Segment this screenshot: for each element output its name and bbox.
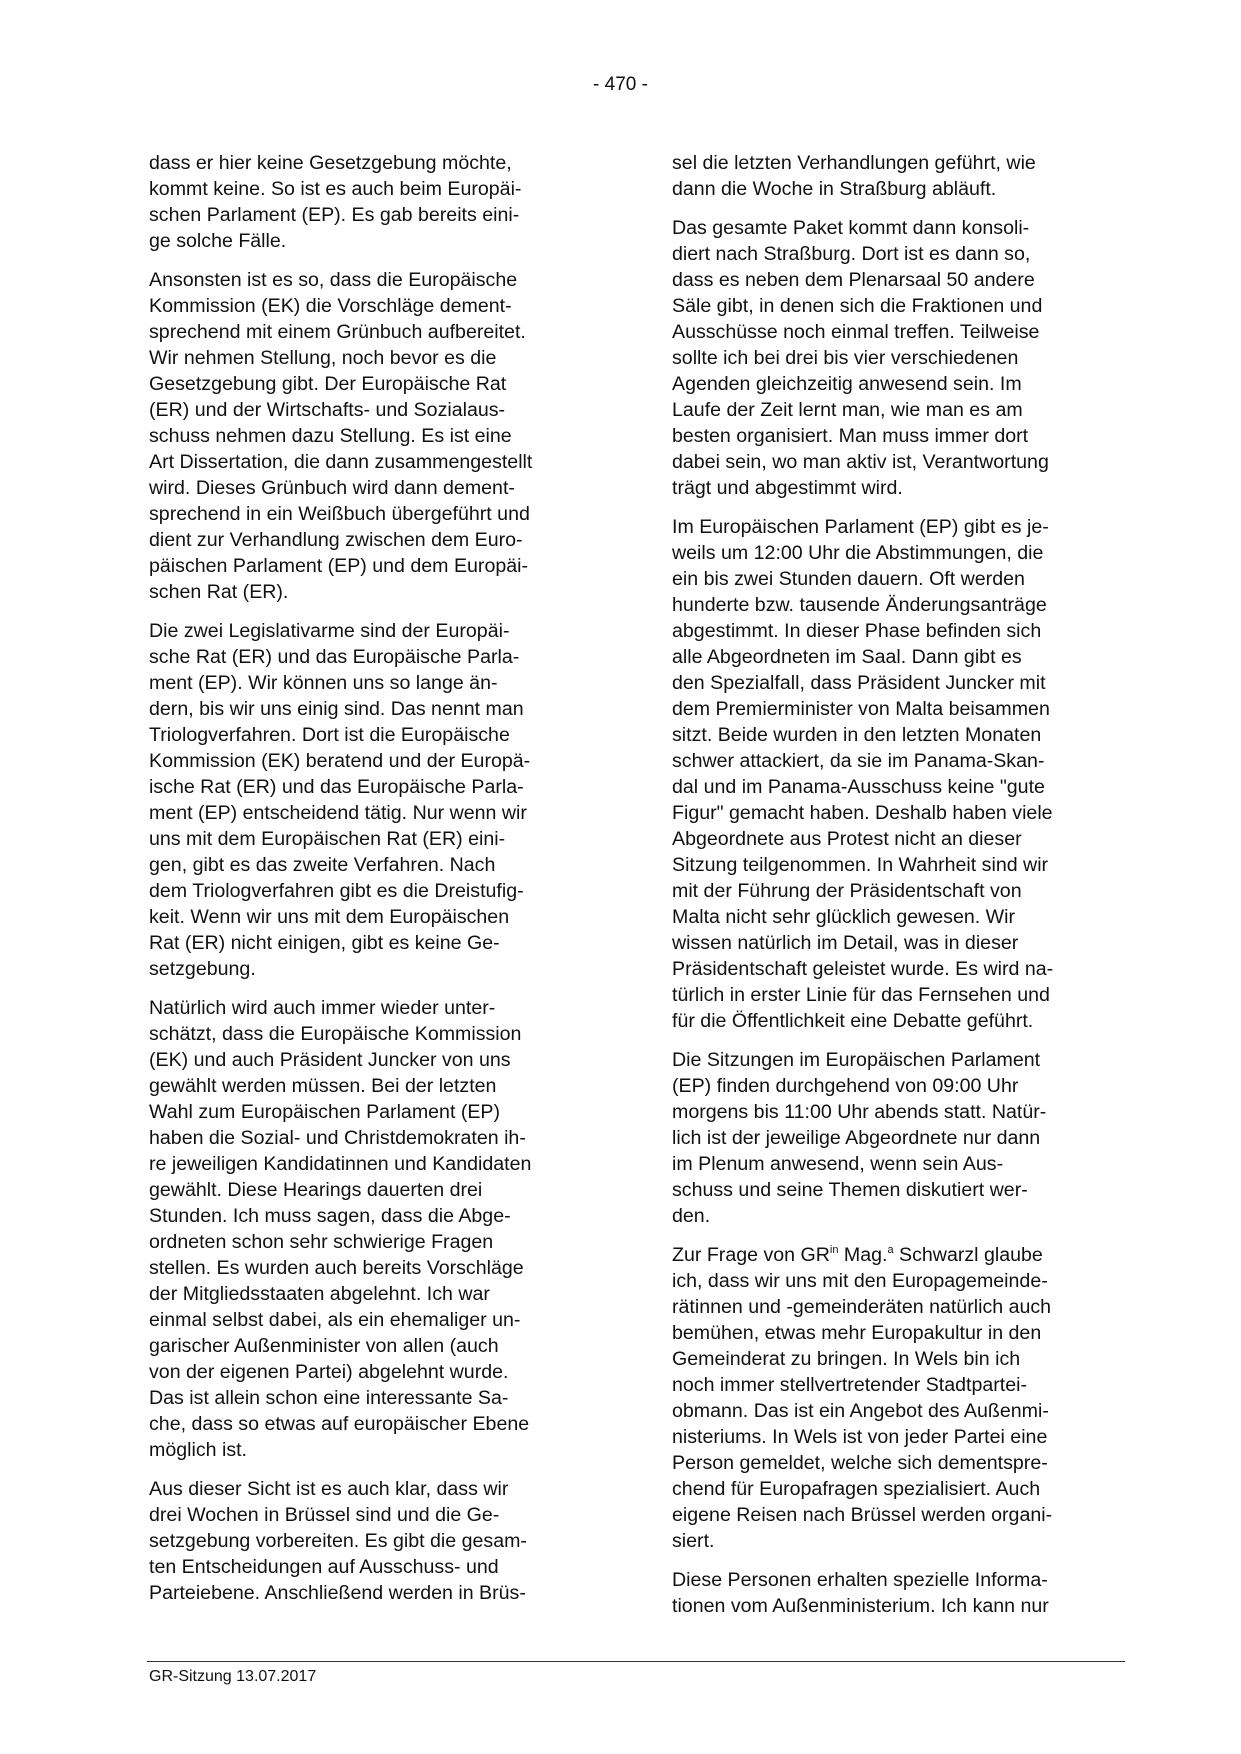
text-line: hunderte bzw. tausende Änderungsanträge xyxy=(672,594,1047,616)
text-line: weils um 12:00 Uhr die Abstimmungen, die xyxy=(672,542,1044,564)
text-line: haben die Sozial- und Christdemokraten ih- xyxy=(149,1127,526,1149)
text-line: Säle gibt, in denen sich die Fraktionen und xyxy=(672,295,1043,317)
text-line: eigene Reisen nach Brüssel werden organi- xyxy=(672,1504,1053,1526)
text-line: dann die Woche in Straßburg abläuft. xyxy=(672,178,997,200)
text-line: Kommission (EK) beratend und der Europä- xyxy=(149,750,531,772)
text-line: von der eigenen Partei) abgelehnt wurde. xyxy=(149,1361,509,1383)
paragraph xyxy=(149,618,601,982)
text-line: Ausschüsse noch einmal treffen. Teilweise xyxy=(672,321,1040,343)
paragraph xyxy=(672,1047,1124,1229)
text-line: sprechend mit einem Grünbuch aufbereitet. xyxy=(149,321,526,343)
text-line: che, dass so etwas auf europäischer Ebene xyxy=(149,1413,530,1435)
text-line: Malta nicht sehr glücklich gewesen. Wir xyxy=(672,906,1016,928)
text-line: uns mit dem Europäischen Rat (ER) eini- xyxy=(149,828,506,850)
text-line: mit der Führung der Präsidentschaft von xyxy=(672,880,1022,902)
text-line: re jeweiligen Kandidatinnen und Kandidaten xyxy=(149,1153,532,1175)
paragraph xyxy=(672,514,1124,1034)
text-line: sprechend in ein Weißbuch übergeführt und xyxy=(149,503,530,525)
question-prefix: Zur Frage von GR xyxy=(672,1244,830,1266)
text-line: türlich in erster Linie für das Fernsehen und xyxy=(672,984,1050,1006)
paragraph xyxy=(149,995,601,1463)
paragraph xyxy=(672,215,1124,501)
text-line: ein bis zwei Stunden dauern. Oft werden xyxy=(672,568,1025,590)
title-mag: Mag. xyxy=(838,1244,888,1266)
text-line: ge solche Fälle. xyxy=(149,230,287,252)
text-line: sitzt. Beide wurden in den letzten Monaten xyxy=(672,724,1042,746)
text-line: Wir nehmen Stellung, noch bevor es die xyxy=(149,347,497,369)
text-line: einmal selbst dabei, als ein ehemaliger un- xyxy=(149,1309,521,1331)
text-line: chend für Europafragen spezialisiert. Auch xyxy=(672,1478,1041,1500)
text-line xyxy=(672,1242,1124,1268)
left-column xyxy=(149,150,601,1619)
text-line: morgens bis 11:00 Uhr abends statt. Natür- xyxy=(672,1101,1047,1123)
text-line: ten Entscheidungen auf Ausschuss- und xyxy=(149,1556,499,1578)
paragraph xyxy=(149,150,601,254)
right-column-final xyxy=(672,1567,1124,1619)
text-line: ment (EP) entscheidend tätig. Nur wenn wir xyxy=(149,802,527,824)
superscript-a: a xyxy=(887,1244,894,1256)
text-line: Parteiebene. Anschließend werden in Brüs- xyxy=(149,1582,526,1604)
text-line: (EP) finden durchgehend von 09:00 Uhr xyxy=(672,1075,1019,1097)
text-line: noch immer stellvertretender Stadtpartei- xyxy=(672,1374,1028,1396)
text-line: diert nach Straßburg. Dort ist es dann so, xyxy=(672,243,1031,265)
text-line: Die zwei Legislativarme sind der Europäi- xyxy=(149,620,510,642)
question-rest: Schwarzl glaube xyxy=(893,1244,1043,1266)
right-column-paragraphs xyxy=(672,150,1124,1229)
text-line: dient zur Verhandlung zwischen dem Euro- xyxy=(149,529,523,551)
paragraph xyxy=(149,1476,601,1606)
paragraph-question xyxy=(672,1242,1124,1554)
text-line: Diese Personen erhalten spezielle Informa- xyxy=(672,1569,1048,1591)
text-line: den Spezialfall, dass Präsident Juncker mit xyxy=(672,672,1046,694)
text-line: dass er hier keine Gesetzgebung möchte, xyxy=(149,152,512,174)
text-line: Agenden gleichzeitig anwesend sein. Im xyxy=(672,373,1022,395)
text-line: gewählt. Diese Hearings dauerten drei xyxy=(149,1179,483,1201)
text-line: garischer Außenminister von allen (auch xyxy=(149,1335,499,1357)
text-line: rätinnen und -gemeinderäten natürlich auch xyxy=(672,1296,1052,1318)
paragraph xyxy=(149,267,601,605)
text-line: sche Rat (ER) und das Europäische Parla- xyxy=(149,646,520,668)
text-line: Abgeordnete aus Protest nicht an dieser xyxy=(672,828,1022,850)
text-line: dem Premierminister von Malta beisammen xyxy=(672,698,1050,720)
text-line: ische Rat (ER) und das Europäische Parla- xyxy=(149,776,524,798)
footer-session-date: GR-Sitzung 13.07.2017 xyxy=(149,1668,317,1685)
page-number: - 470 - xyxy=(593,74,648,95)
text-line: schuss und seine Themen diskutiert wer- xyxy=(672,1179,1028,1201)
text-line: sollte ich bei drei bis vier verschiedenen xyxy=(672,347,1019,369)
text-line: keit. Wenn wir uns mit dem Europäischen xyxy=(149,906,510,928)
text-line: Person gemeldet, welche sich dementspre- xyxy=(672,1452,1048,1474)
text-line: dern, bis wir uns einig sind. Das nennt man xyxy=(149,698,524,720)
text-line: drei Wochen in Brüssel sind und die Ge- xyxy=(149,1504,500,1526)
text-line: Gesetzgebung gibt. Der Europäische Rat xyxy=(149,373,507,395)
text-line: kommt keine. So ist es auch beim Europäi- xyxy=(149,178,522,200)
text-line: Die Sitzungen im Europäischen Parlament xyxy=(672,1049,1041,1071)
superscript-in: in xyxy=(829,1244,839,1256)
question-lines xyxy=(672,1268,1124,1554)
text-line: gen, gibt es das zweite Verfahren. Nach xyxy=(149,854,496,876)
paragraph xyxy=(672,150,1124,202)
text-line: Figur" gemacht haben. Deshalb haben viele xyxy=(672,802,1053,824)
text-line: den. xyxy=(672,1205,711,1227)
text-line: Das gesamte Paket kommt dann konsoli- xyxy=(672,217,1030,239)
text-line: schwer attackiert, da sie im Panama-Skan- xyxy=(672,750,1045,772)
text-line: Präsidentschaft geleistet wurde. Es wird na- xyxy=(672,958,1054,980)
text-line: Rat (ER) nicht einigen, gibt es keine Ge- xyxy=(149,932,500,954)
footer-divider xyxy=(147,1661,1125,1662)
text-line: obmann. Das ist ein Angebot des Außenmi- xyxy=(672,1400,1049,1422)
text-line: (ER) und der Wirtschafts- und Sozialaus- xyxy=(149,399,506,421)
text-line: Laufe der Zeit lernt man, wie man es am xyxy=(672,399,1023,421)
text-line: Wahl zum Europäischen Parlament (EP) xyxy=(149,1101,501,1123)
text-line: gewählt werden müssen. Bei der letzten xyxy=(149,1075,497,1097)
text-line: wissen natürlich im Detail, was in dieser xyxy=(672,932,1019,954)
text-line: setzgebung. xyxy=(149,958,256,980)
text-line: Ansonsten ist es so, dass die Europäische xyxy=(149,269,518,291)
text-line: wird. Dieses Grünbuch wird dann dement- xyxy=(149,477,515,499)
text-line: Triologverfahren. Dort ist die Europäische xyxy=(149,724,510,746)
text-line: sel die letzten Verhandlungen geführt, wie xyxy=(672,152,1036,174)
text-line: Gemeinderat zu bringen. In Wels bin ich xyxy=(672,1348,1021,1370)
text-line: möglich ist. xyxy=(149,1439,247,1461)
text-line: alle Abgeordneten im Saal. Dann gibt es xyxy=(672,646,1022,668)
text-line: der Mitgliedsstaaten abgelehnt. Ich war xyxy=(149,1283,490,1305)
text-line: Natürlich wird auch immer wieder unter- xyxy=(149,997,496,1019)
text-line: lich ist der jeweilige Abgeordnete nur dann xyxy=(672,1127,1041,1149)
text-line: Art Dissertation, die dann zusammengestellt xyxy=(149,451,533,473)
text-line: schuss nehmen dazu Stellung. Es ist eine xyxy=(149,425,512,447)
right-column xyxy=(672,150,1124,1632)
text-line: setzgebung vorbereiten. Es gibt die gesam- xyxy=(149,1530,527,1552)
text-line: abgestimmt. In dieser Phase befinden sich xyxy=(672,620,1042,642)
text-line: schen Parlament (EP). Es gab bereits eini- xyxy=(149,204,520,226)
text-line: dem Triologverfahren gibt es die Dreistufig- xyxy=(149,880,524,902)
text-line: für die Öffentlichkeit eine Debatte geführt. xyxy=(672,1010,1034,1032)
text-line: dabei sein, wo man aktiv ist, Verantwortung xyxy=(672,451,1049,473)
text-line: (EK) und auch Präsident Juncker von uns xyxy=(149,1049,511,1071)
text-line: ordneten schon sehr schwierige Fragen xyxy=(149,1231,494,1253)
text-line: stellen. Es wurden auch bereits Vorschläge xyxy=(149,1257,524,1279)
text-line: Aus dieser Sicht ist es auch klar, dass wir xyxy=(149,1478,509,1500)
text-line: tionen vom Außenministerium. Ich kann nur xyxy=(672,1595,1049,1617)
text-line: bemühen, etwas mehr Europakultur in den xyxy=(672,1322,1042,1344)
text-line: Das ist allein schon eine interessante Sa- xyxy=(149,1387,509,1409)
text-line: besten organisiert. Man muss immer dort xyxy=(672,425,1029,447)
text-line: trägt und abgestimmt wird. xyxy=(672,477,903,499)
text-line: ich, dass wir uns mit den Europagemeinde- xyxy=(672,1270,1048,1292)
text-line: ment (EP). Wir können uns so lange än- xyxy=(149,672,498,694)
text-line: im Plenum anwesend, wenn sein Aus- xyxy=(672,1153,1004,1175)
text-line: schätzt, dass die Europäische Kommission xyxy=(149,1023,522,1045)
text-line: dass es neben dem Plenarsaal 50 andere xyxy=(672,269,1035,291)
text-line: Sitzung teilgenommen. In Wahrheit sind wir xyxy=(672,854,1049,876)
text-line: dal und im Panama-Ausschuss keine "gute xyxy=(672,776,1045,798)
text-line: Im Europäischen Parlament (EP) gibt es je- xyxy=(672,516,1049,538)
text-line: siert. xyxy=(672,1530,715,1552)
text-line: päischen Parlament (EP) und dem Europäi- xyxy=(149,555,529,577)
paragraph xyxy=(672,1567,1124,1619)
text-line: Stunden. Ich muss sagen, dass die Abge- xyxy=(149,1205,511,1227)
text-line: schen Rat (ER). xyxy=(149,581,289,603)
text-line: Kommission (EK) die Vorschläge dement- xyxy=(149,295,512,317)
text-line: nisteriums. In Wels ist von jeder Partei eine xyxy=(672,1426,1048,1448)
